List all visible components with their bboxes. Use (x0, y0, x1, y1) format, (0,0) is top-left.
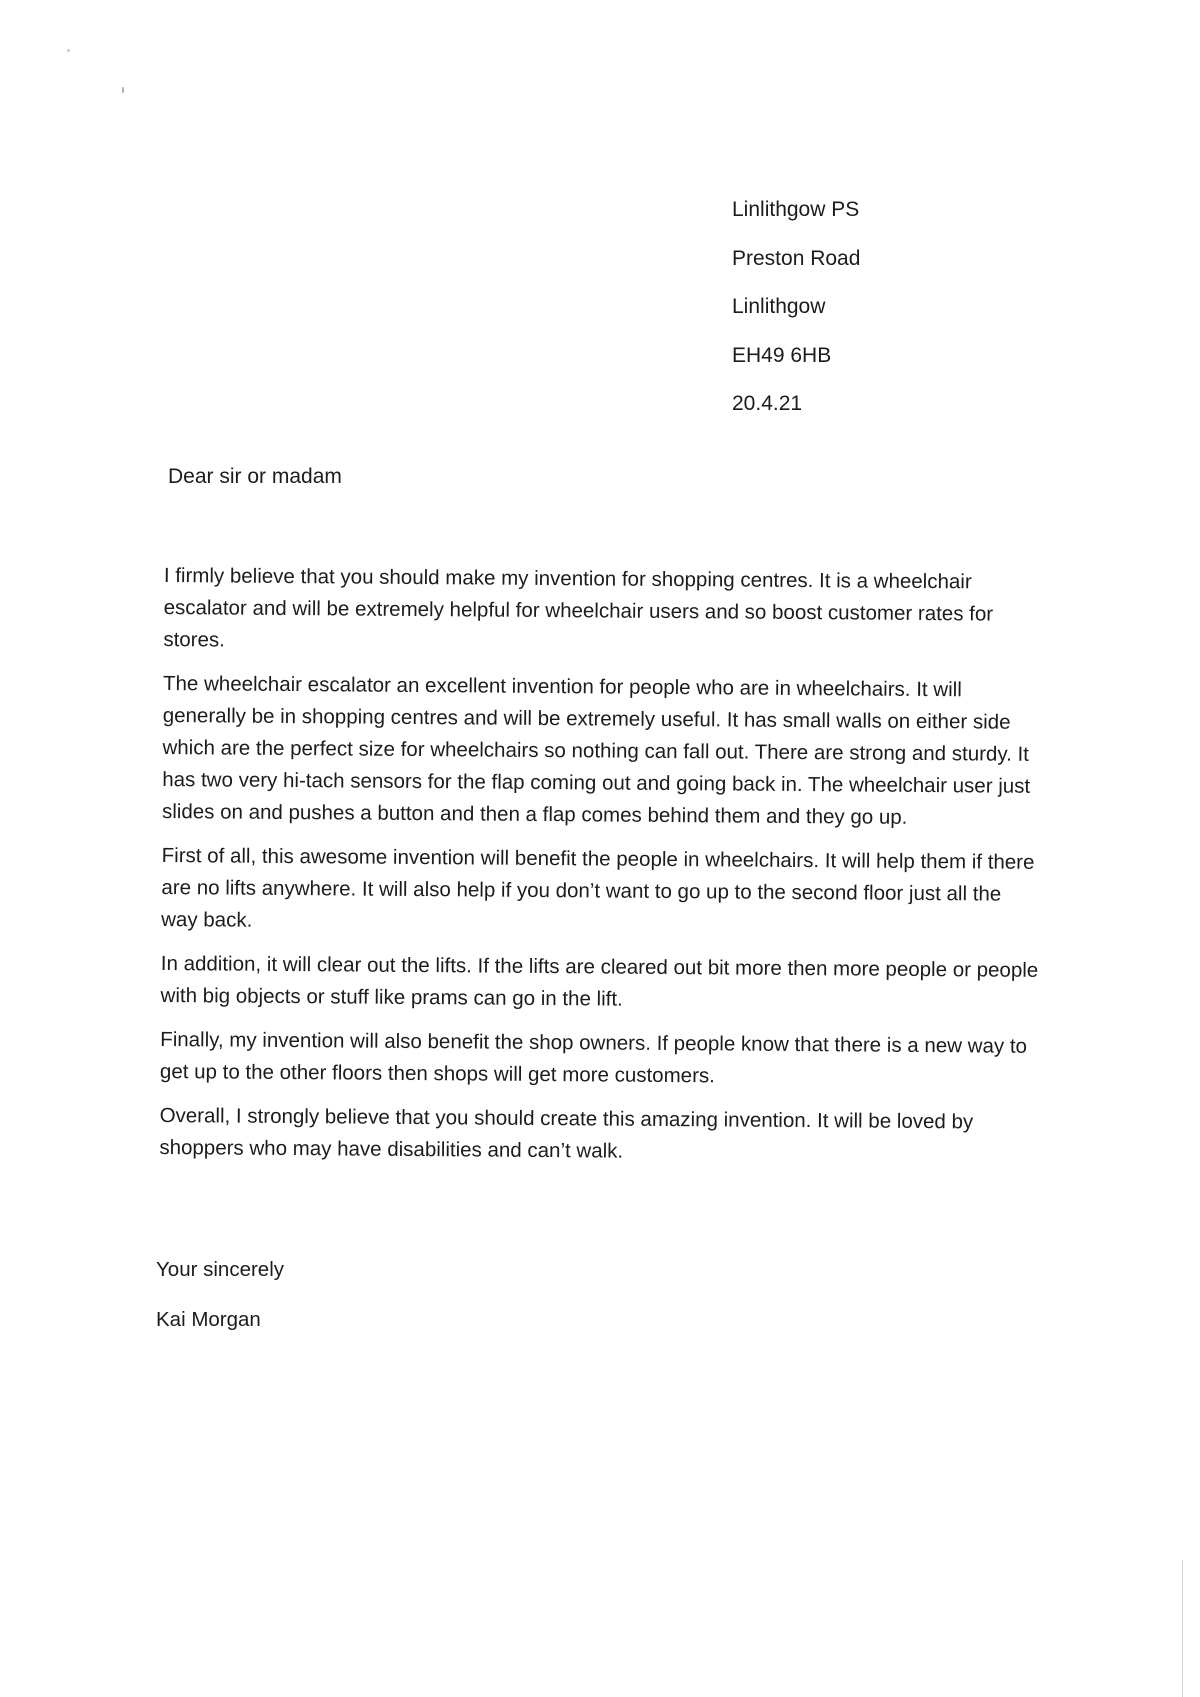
letter-closing (156, 1245, 284, 1345)
address-postcode: EH49 6HB (732, 343, 832, 367)
sender-address (732, 186, 860, 429)
letter-body (159, 560, 1044, 1183)
paragraph-third-point: Finally, my invention will also benefit the shop owners. If people know that there is a new way to get up to the other floors then shops will get more customers. (159, 1027, 1028, 1088)
signature-name: Kai Morgan (156, 1308, 261, 1331)
paragraph-conclusion: Overall, I strongly believe that you should create this amazing invention. It will be loved by shoppers who may have disabilities and can’t walk. (159, 1103, 974, 1163)
scan-edge-line (1182, 1560, 1183, 1697)
scan-speck (122, 87, 124, 93)
letter-date: 20.4.21 (732, 392, 803, 415)
address-school: Linlithgow PS (732, 198, 860, 221)
salutation: Dear sir or madam (168, 465, 342, 488)
paragraph-description: The wheelchair escalator an excellent invention for people who are in wheelchairs. It will generally be in shopping centres and will be extremely useful. It has small walls on either side which are the perfect size for wheelchairs so nothing can fall out. There are strong and sturdy. It has two very hi-tach sensors for the flap coming out and going back in. The wheelchair user just slides on and pushes a button and then a flap comes behind them and they go up. (161, 671, 1031, 829)
paragraph-intro: I firmly believe that you should make my invention for shopping centres. It is a wheelchair escalator and will be extremely helpful for wheelchair users and so boost customer rates for stores. (163, 563, 994, 652)
paragraph-second-point: In addition, it will clear out the lifts. If the lifts are cleared out bit more then more people or people with big objects or stuff like prams can go in the lift. (160, 951, 1039, 1011)
address-street: Preston Road (732, 246, 861, 270)
closing-phrase: Your sincerely (156, 1258, 285, 1281)
address-town: Linlithgow (732, 295, 826, 318)
scan-speck (67, 49, 70, 52)
paragraph-first-point: First of all, this awesome invention will benefit the people in wheelchairs. It will help them if there are no lifts anywhere. It will also help if you don’t want to go up to the second floor just all the way back. (161, 843, 1035, 932)
